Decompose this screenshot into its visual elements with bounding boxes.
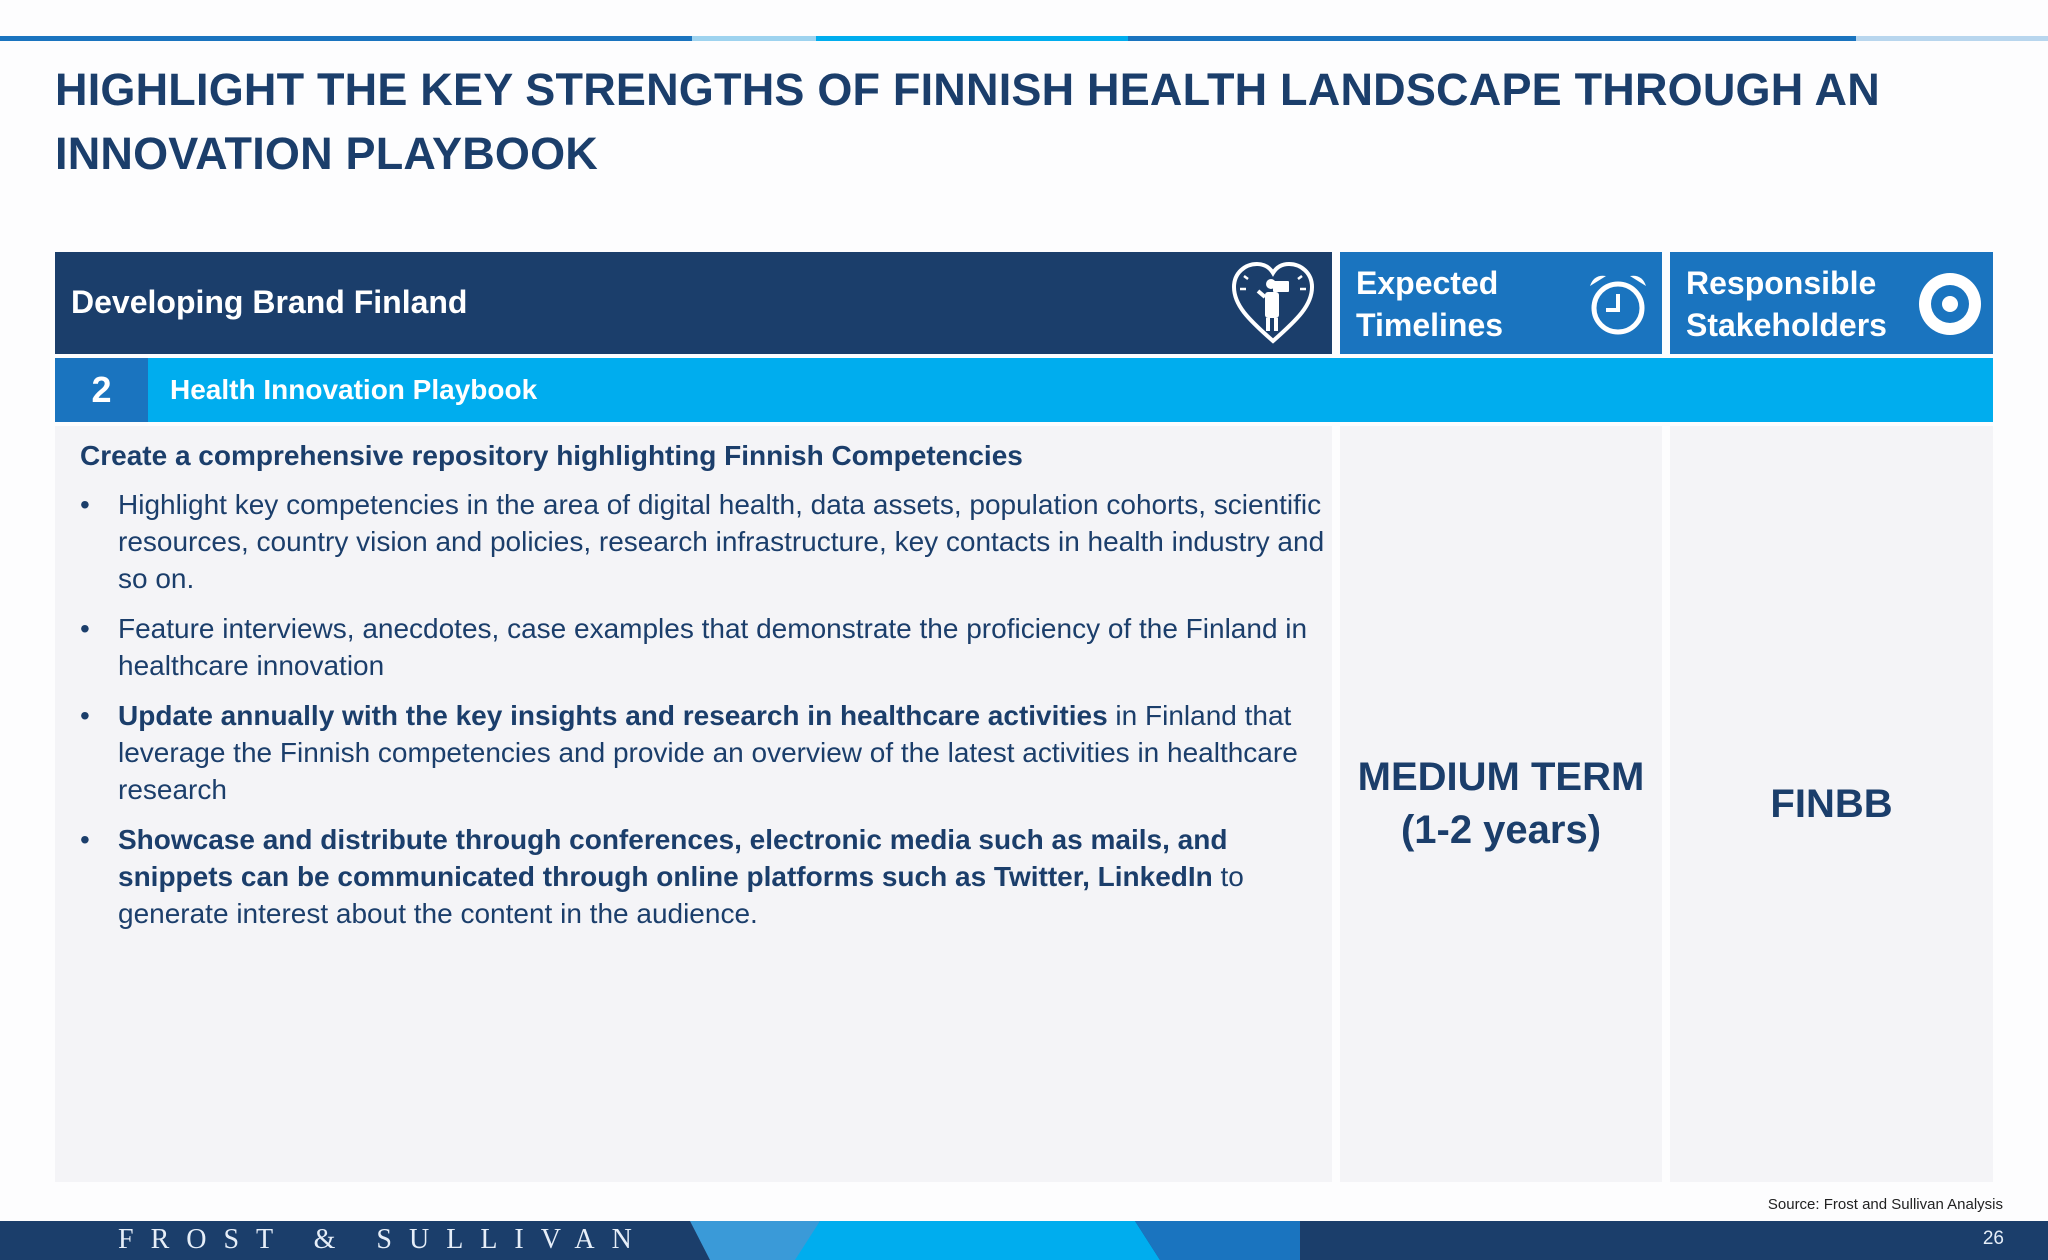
- content-heading: Create a comprehensive repository highlighting Finnish Competencies: [80, 440, 1023, 471]
- list-item: [80, 821, 1330, 932]
- section-title: Health Innovation Playbook: [170, 374, 538, 405]
- section-bar: [55, 358, 1993, 422]
- list-item: [80, 610, 1330, 684]
- frost-sullivan-logo: FROST & SULLIVAN: [118, 1224, 649, 1255]
- header-developing-brand: [55, 252, 1332, 354]
- header-stakeholders-label: [1686, 262, 1887, 346]
- target-icon: [1916, 270, 1984, 338]
- bullet-text: Feature interviews, anecdotes, case examples that demonstrate the proficiency of the Finland in healthcare innovation: [118, 613, 1308, 681]
- source-note: Source: Frost and Sullivan Analysis: [1767, 1196, 2003, 1213]
- bullet-list: [80, 486, 1330, 932]
- timeline-value-line1: MEDIUM TERM: [1357, 755, 1645, 799]
- list-item: [80, 697, 1330, 808]
- alarm-clock-icon: [1584, 270, 1652, 338]
- header-expected-timelines: [1340, 252, 1662, 354]
- header-responsible-stakeholders: [1670, 252, 1993, 354]
- timeline-value: [1340, 751, 1662, 857]
- page-number: 26: [1982, 1228, 2004, 1249]
- top-rule: [0, 36, 2048, 41]
- header-timelines-line1: Expected: [1356, 265, 1499, 301]
- heart-person-icon: [1228, 259, 1318, 347]
- header-timelines-line2: Timelines: [1356, 307, 1504, 343]
- footer-bar: [0, 1221, 2048, 1260]
- header-stakeholders-line2: Stakeholders: [1686, 307, 1887, 343]
- bullet-text: in Finland that leverage the Finnish competencies and provide an overview of the latest activities in healthcare research: [118, 700, 1298, 805]
- timeline-value-line2: (1-2 years): [1400, 808, 1602, 852]
- header-stakeholders-line1: Responsible: [1686, 265, 1877, 301]
- bullet-bold-text: Showcase and distribute through conferences, electronic media such as mails, and snippets can be communicated through online platforms such as Twitter, LinkedIn: [118, 824, 1228, 892]
- section-number: 2: [55, 358, 148, 422]
- bullet-bold-text: Update annually with the key insights and research in healthcare activities: [118, 700, 1108, 731]
- list-item: [80, 486, 1330, 597]
- header-brand-label: Developing Brand Finland: [71, 284, 468, 320]
- stakeholder-value: FINBB: [1770, 782, 1893, 826]
- content-body: [80, 440, 1330, 945]
- header-timelines-label: [1356, 262, 1503, 346]
- page-title: HIGHLIGHT THE KEY STRENGTHS OF FINNISH HEALTH LANDSCAPE THROUGH AN INNOVATION PLAYBOOK: [55, 64, 1880, 179]
- bullet-text: Highlight key competencies in the area of digital health, data assets, population cohorts, scientific resources, country vision and policies, research infrastructure, key contacts in health industry and so on.: [118, 489, 1325, 594]
- bullet-text: to generate interest about the content in the audience.: [118, 861, 1244, 929]
